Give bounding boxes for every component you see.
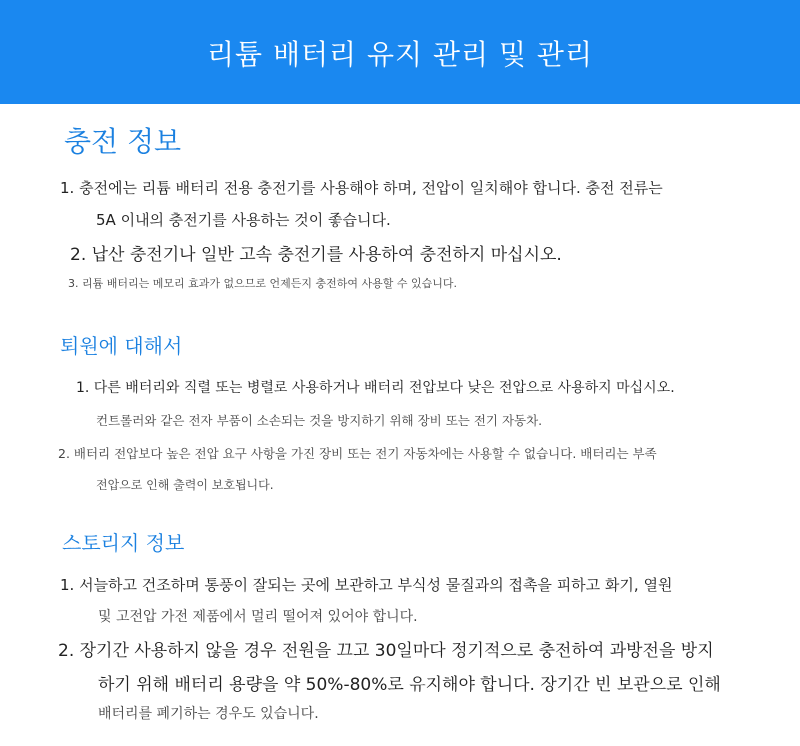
storage-line-1: 1. 서늘하고 건조하며 통풍이 잘되는 곳에 보관하고 부식성 물질과의 접촉을 피하고 화기, 열원 xyxy=(60,576,673,594)
charging-line-3: 2. 납산 충전기나 일반 고속 충전기를 사용하여 충전하지 마십시오. xyxy=(70,245,562,265)
discharge-line-1: 1. 다른 배터리와 직렬 또는 병렬로 사용하거나 배터리 전압보다 낮은 전압으로 사용하지 마십시오. xyxy=(76,380,675,396)
storage-line-3: 2. 장기간 사용하지 않을 경우 전원을 끄고 30일마다 정기적으로 충전하여 과방전을 방지 xyxy=(58,641,714,661)
storage-line-5: 배터리를 폐기하는 경우도 있습니다. xyxy=(98,706,319,722)
section-heading-discharge: 퇴원에 대해서 xyxy=(60,334,183,358)
charging-line-1: 1. 충전에는 리튬 배터리 전용 충전기를 사용해야 하며, 전압이 일치해야 합니다. 충전 전류는 xyxy=(60,179,663,197)
charging-line-4: 3. 리튬 배터리는 메모리 효과가 없으므로 언제든지 충전하여 사용할 수 있습니다. xyxy=(68,277,457,290)
discharge-line-4: 전압으로 인해 출력이 보호됩니다. xyxy=(96,478,274,492)
section-heading-storage: 스토리지 정보 xyxy=(62,531,185,555)
storage-line-2: 및 고전압 가전 제품에서 멀리 떨어져 있어야 합니다. xyxy=(98,609,418,625)
title-banner xyxy=(0,0,800,104)
page-title: 리튬 배터리 유지 관리 및 관리 xyxy=(206,38,594,71)
discharge-line-3: 2. 배터리 전압보다 높은 전압 요구 사항을 가진 장비 또는 전기 자동차에는 사용할 수 없습니다. 배터리는 부족 xyxy=(58,446,657,461)
discharge-line-2: 컨트롤러와 같은 전자 부품이 소손되는 것을 방지하기 위해 장비 또는 전기 자동차. xyxy=(96,413,543,428)
storage-line-4: 하기 위해 배터리 용량을 약 50%-80%로 유지해야 합니다. 장기간 빈 보관으로 인해 xyxy=(98,675,721,695)
section-heading-charging: 충전 정보 xyxy=(64,125,182,158)
charging-line-2: 5A 이내의 충전기를 사용하는 것이 좋습니다. xyxy=(96,211,391,229)
